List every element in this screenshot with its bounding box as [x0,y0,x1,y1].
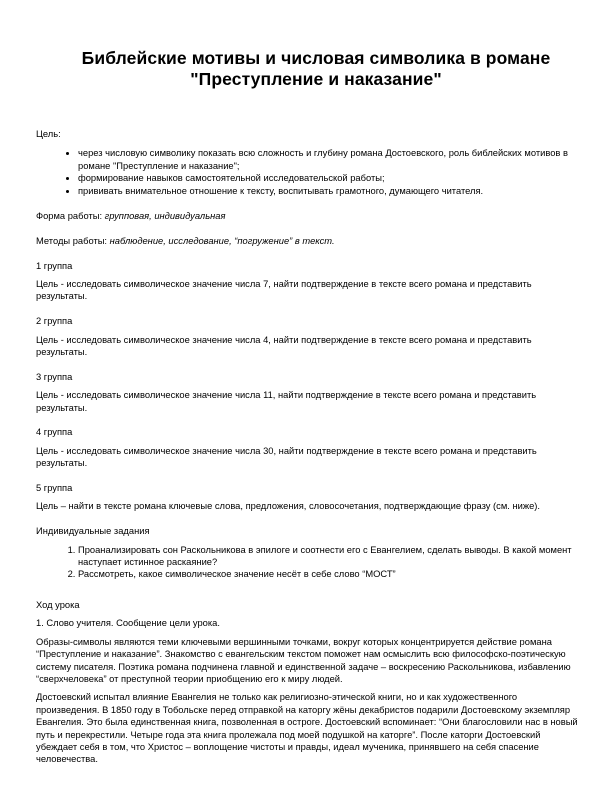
group-name: 3 группа [36,371,73,382]
work-form [36,210,578,222]
group-task: Цель - исследовать символическое значение числа 11, найти подтверждение в тексте всего романа и представить результаты. [36,390,537,413]
work-form-value: групповая, индивидуальная [104,211,226,222]
group-name: 1 группа [36,260,73,271]
group-task: Цель - исследовать символическое значение числа 4, найти подтверждение в тексте всего романа и представить результаты. [36,334,532,358]
paragraph-2: Достоевский испытал влияние Евангелия не только как религиозно-этической книги, но и как художественного произведения. В 1850 году в Тобольске перед отправкой на каторгу жёны декабристов подарили Достоевскому экземпляр Евангелия. Это была единственная книга, позволенная в остроге. Достоевский вспоминает: “Они благословили нас в новый путь и перекрестили. Четыре года эта книга пролежала под моей подушкой на каторге”. После каторги Достоевский убеждает себя в том, что Христос – воплощение чистоты и правды, идеал мученика, принявшего на себя спасение человечества. [36,692,578,765]
goal-item: • формирование навыков самостоятельной исследовательской работы; [78,172,578,184]
work-methods [36,235,578,247]
group-task: Цель - исследовать символическое значение числа 30, найти подтверждение в тексте всего романа и представить результаты. [36,445,537,469]
work-form-label: Форма работы: [36,211,105,222]
document-title [40,48,592,90]
individual-task-item: 2. Рассмотреть, какое символическое значение несёт в себе слово “МОСТ” [78,568,578,580]
lesson-step-1: 1. Слово учителя. Сообщение цели урока. [36,618,220,629]
title-line-1: Библейские мотивы и числовая символика в романе [81,48,551,68]
methods-value: наблюдение, исследование, “погружение” в текст. [109,235,335,246]
group-task: Цель – найти в тексте романа ключевые слова, предложения, словосочетания, подтверждающие фразу (см. ниже). [36,501,540,512]
goal-item: • прививать внимательное отношение к тексту, воспитывать грамотного, думающего читателя. [78,185,578,197]
group-name: 5 группа [36,483,73,494]
individual-task-item: 1. Проанализировать сон Раскольникова в эпилоге и соотнести его с Евангелием, сделать выводы. В какой момент наступает истинное раскаяние? [78,544,578,569]
paragraph-1: Образы-символы являются теми ключевыми вершинными точками, вокруг которых концентрируется действие романа “Преступление и наказание”. Знакомство с евангельским текстом поможет нам осмыслить всю философско-поэтическую систему писателя. Поэтика романа подчинена главной и единственной задаче – воскресению Раскольникова, избавлению “сверхчеловека” от преступной теории приобщению его к миру людей. [36,636,571,684]
group-name: 4 группа [36,427,73,438]
title-line-2: "Преступление и наказание" [190,69,442,89]
goal-item: • через числовую символику показать всю сложность и глубину романа Достоевского, роль библейских мотивов в романе "Преступление и наказание"; [78,147,578,172]
lesson-label: Ход урока [36,599,80,610]
individual-label: Индивидуальные задания [36,526,150,537]
goals-list [36,147,578,197]
document-body [36,128,578,778]
goal-label: Цель: [36,129,61,139]
methods-label: Методы работы: [36,235,110,246]
individual-tasks-list [36,544,578,581]
group-task: Цель - исследовать символическое значение числа 7, найти подтверждение в тексте всего романа и представить результаты. [36,279,532,302]
group-name: 2 группа [36,316,73,327]
